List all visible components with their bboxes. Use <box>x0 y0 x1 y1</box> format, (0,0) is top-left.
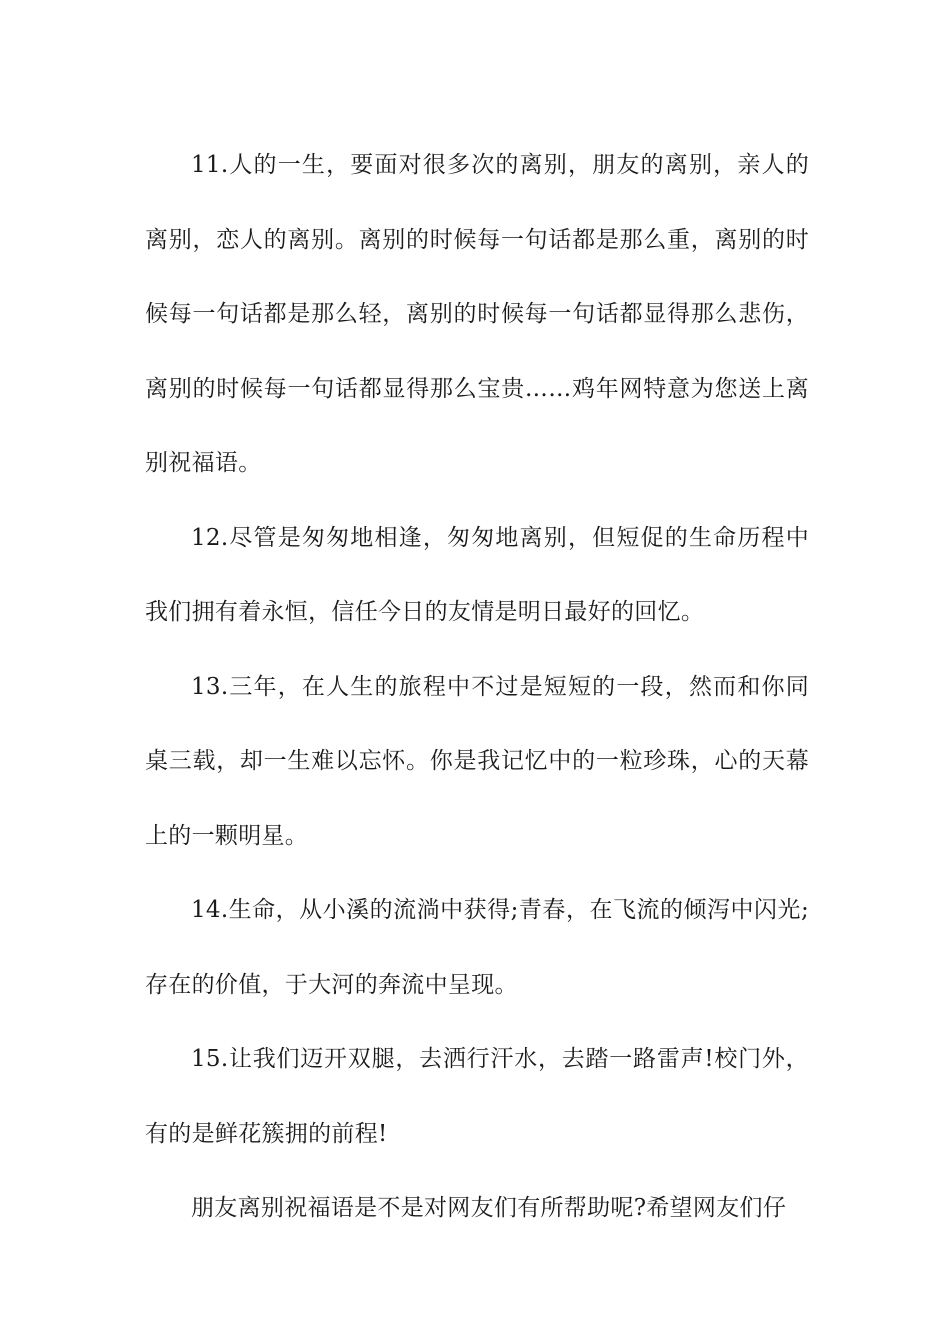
paragraph-13: 13.三年，在人生的旅程中不过是短短的一段，然而和你同桌三载，却一生难以忘怀。你是我记忆中的一粒珍珠，心的天幕上的一颗明星。 <box>145 673 809 849</box>
paragraph-15: 15.让我们迈开双腿，去洒行汗水，去踏一路雷声!校门外，有的是鲜花簇拥的前程! <box>145 1046 809 1147</box>
paragraph-14: 14.生命，从小溪的流淌中获得;青春，在飞流的倾泻中闪光;存在的价值，于大河的奔流中呈现。 <box>145 897 809 998</box>
paragraph-closing: 朋友离别祝福语是不是对网友们有所帮助呢?希望网友们仔 <box>191 1195 787 1221</box>
document-body <box>145 128 809 1246</box>
paragraph-11: 11.人的一生，要面对很多次的离别，朋友的离别，亲人的离别，恋人的离别。离别的时候每一句话都是那么重，离别的时候每一句话都是那么轻，离别的时候每一句话都显得那么悲伤，离别的时候每一句话都显得那么宝贵……鸡年网特意为您送上离别祝福语。 <box>145 152 809 476</box>
paragraph-12: 12.尽管是匆匆地相逢，匆匆地离别，但短促的生命历程中我们拥有着永恒，信任今日的友情是明日最好的回忆。 <box>145 524 809 625</box>
